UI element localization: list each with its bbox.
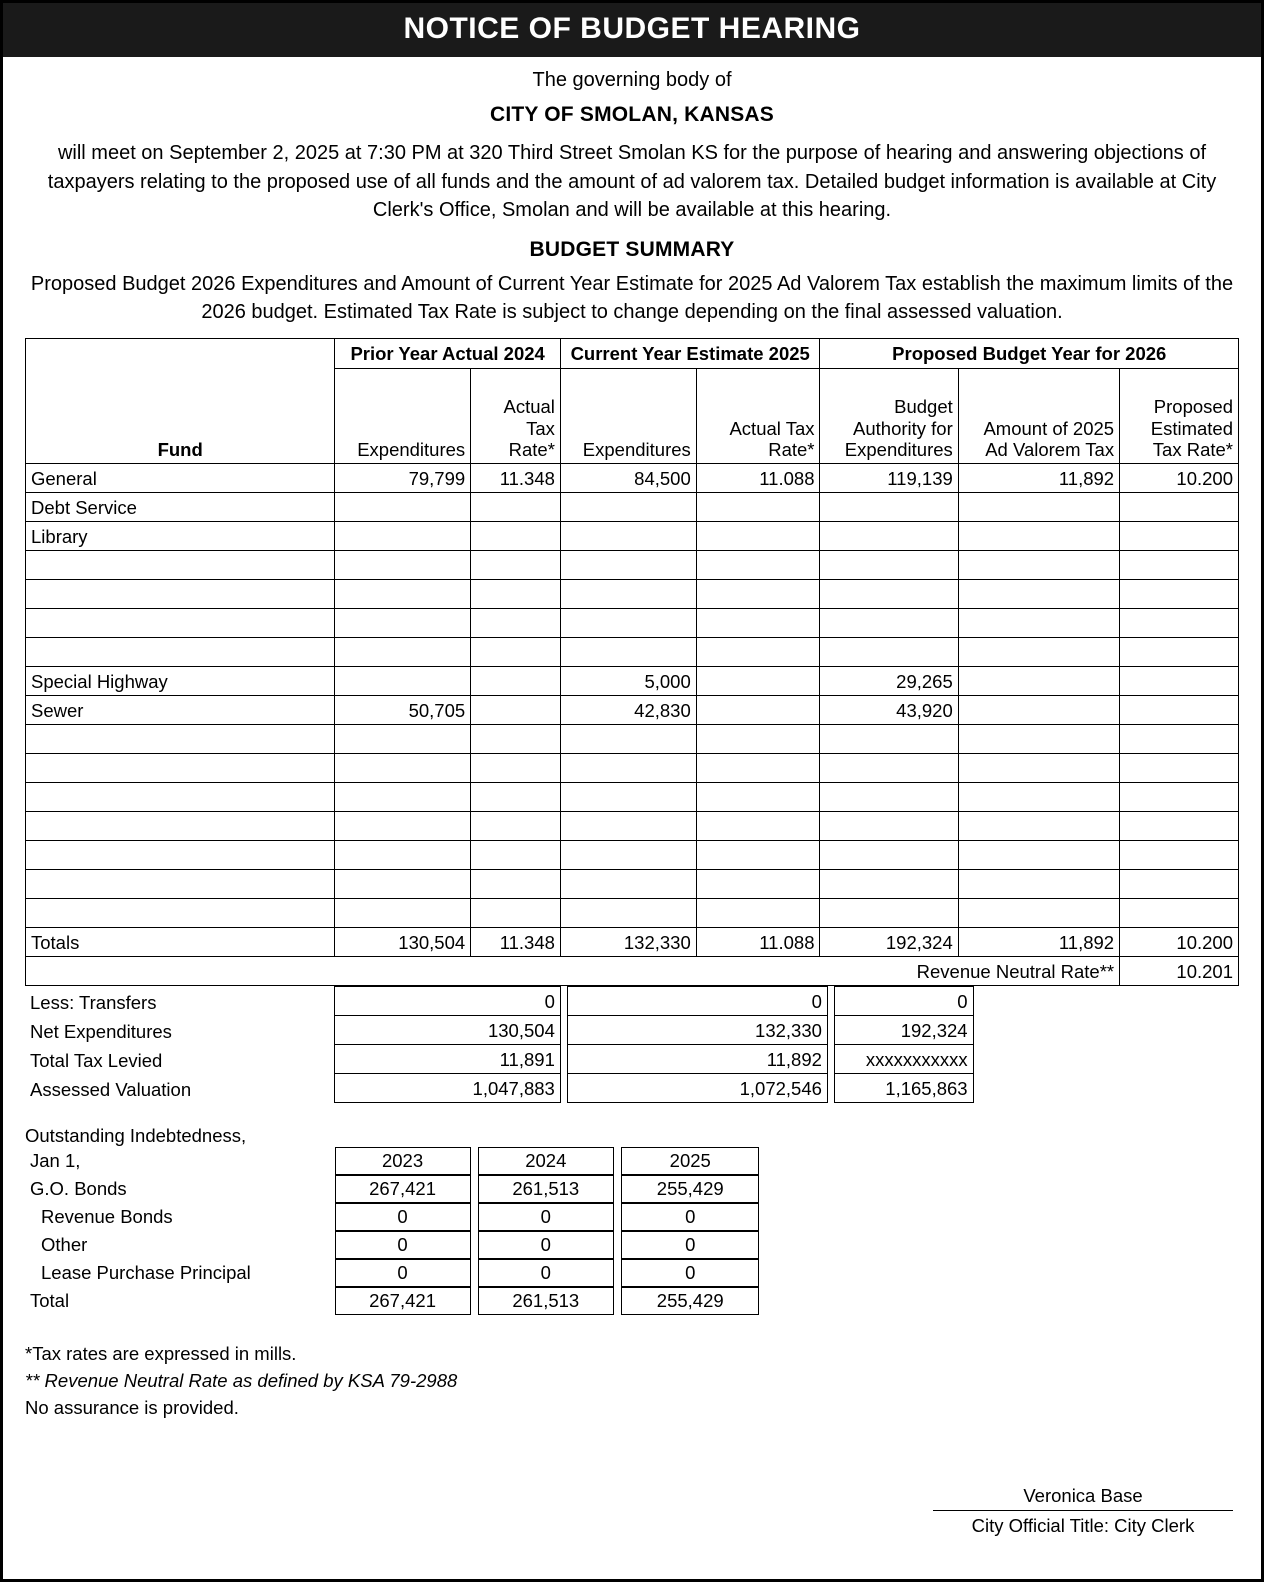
fund-name bbox=[26, 609, 335, 638]
spacer bbox=[827, 987, 834, 1016]
current-tax-rate bbox=[696, 870, 820, 899]
spacer bbox=[827, 1016, 834, 1045]
prior-expenditures bbox=[335, 551, 471, 580]
summary-prior-value: 1,047,883 bbox=[335, 1074, 561, 1103]
table-row bbox=[26, 899, 1239, 928]
amount-ad-valorem bbox=[958, 667, 1119, 696]
amount-ad-valorem bbox=[958, 870, 1119, 899]
spacer bbox=[759, 1287, 1239, 1315]
table-group-header-row bbox=[26, 339, 1239, 369]
spacer bbox=[471, 1203, 478, 1231]
col-header-current-tax-rate: Actual Tax Rate* bbox=[696, 369, 820, 464]
current-tax-rate bbox=[696, 754, 820, 783]
prior-tax-rate bbox=[471, 696, 561, 725]
amount-ad-valorem bbox=[958, 841, 1119, 870]
revenue-neutral-rate-label: Revenue Neutral Rate** bbox=[26, 957, 1120, 986]
spacer bbox=[614, 1147, 621, 1175]
current-tax-rate: 11.088 bbox=[696, 464, 820, 493]
current-expenditures bbox=[560, 522, 696, 551]
budget-authority bbox=[820, 754, 958, 783]
budget-authority: 43,920 bbox=[820, 696, 958, 725]
summary-proposed-value: 0 bbox=[835, 987, 973, 1016]
current-tax-rate bbox=[696, 580, 820, 609]
fund-name bbox=[26, 870, 335, 899]
spacer bbox=[471, 1231, 478, 1259]
indebtedness-value-2024: 261,513 bbox=[478, 1287, 614, 1315]
current-tax-rate bbox=[696, 899, 820, 928]
table-row bbox=[26, 725, 1239, 754]
summary-label: Assessed Valuation bbox=[30, 1078, 192, 1100]
current-tax-rate bbox=[696, 667, 820, 696]
amount-ad-valorem bbox=[958, 522, 1119, 551]
fund-name: Library bbox=[26, 522, 335, 551]
fund-name: Debt Service bbox=[26, 493, 335, 522]
proposed-tax-rate bbox=[1120, 725, 1239, 754]
indebtedness-year-2025: 2025 bbox=[621, 1147, 759, 1175]
signature-block bbox=[933, 1485, 1233, 1537]
indebtedness-label: G.O. Bonds bbox=[30, 1178, 127, 1200]
spacer bbox=[560, 1045, 567, 1074]
prior-tax-rate bbox=[471, 783, 561, 812]
table-row bbox=[26, 522, 1239, 551]
prior-tax-rate bbox=[471, 754, 561, 783]
indebtedness-value-2023: 0 bbox=[335, 1259, 471, 1287]
document-body bbox=[3, 67, 1261, 1422]
fund-name: Sewer bbox=[26, 696, 335, 725]
amount-ad-valorem bbox=[958, 783, 1119, 812]
amount-ad-valorem bbox=[958, 899, 1119, 928]
table-row bbox=[26, 667, 1239, 696]
current-expenditures bbox=[560, 638, 696, 667]
indebtedness-value-2023: 0 bbox=[335, 1231, 471, 1259]
spacer bbox=[759, 1175, 1239, 1203]
prior-tax-rate bbox=[471, 551, 561, 580]
prior-expenditures bbox=[335, 580, 471, 609]
summary-row-net-expenditures bbox=[25, 1016, 1239, 1045]
footnotes bbox=[25, 1341, 1239, 1421]
amount-ad-valorem bbox=[958, 493, 1119, 522]
revenue-neutral-rate-row bbox=[26, 957, 1239, 986]
proposed-tax-rate bbox=[1120, 580, 1239, 609]
fund-name bbox=[26, 551, 335, 580]
budget-summary-note: Proposed Budget 2026 Expenditures and Amount of Current Year Estimate for 2025 Ad Valorem Tax establish the maximum limits of the 2026 budget. Estimated Tax Rate is subject to change depending on the final assessed valuation. bbox=[30, 273, 1234, 324]
budget-authority bbox=[820, 725, 958, 754]
current-tax-rate bbox=[696, 638, 820, 667]
proposed-tax-rate: 10.200 bbox=[1120, 464, 1239, 493]
proposed-tax-rate bbox=[1120, 493, 1239, 522]
summary-proposed-value: 1,165,863 bbox=[835, 1074, 973, 1103]
indebtedness-row-lease-purchase bbox=[25, 1259, 1239, 1287]
table-row bbox=[26, 638, 1239, 667]
current-expenditures: 84,500 bbox=[560, 464, 696, 493]
indebtedness-value-2024: 0 bbox=[478, 1259, 614, 1287]
indebtedness-row-other bbox=[25, 1231, 1239, 1259]
totals-prior-expenditures: 130,504 bbox=[335, 928, 471, 957]
prior-tax-rate bbox=[471, 899, 561, 928]
summary-label: Total Tax Levied bbox=[30, 1049, 163, 1071]
official-title: City Official Title: City Clerk bbox=[933, 1510, 1233, 1537]
footnote-tax-rates: *Tax rates are expressed in mills. bbox=[25, 1343, 297, 1365]
table-row bbox=[26, 493, 1239, 522]
fund-name bbox=[26, 841, 335, 870]
proposed-tax-rate bbox=[1120, 754, 1239, 783]
prior-expenditures: 79,799 bbox=[335, 464, 471, 493]
spacer bbox=[973, 1074, 1239, 1103]
prior-tax-rate bbox=[471, 493, 561, 522]
col-header-prior-expenditures: Expenditures bbox=[335, 369, 471, 464]
summary-current-value: 0 bbox=[568, 987, 828, 1016]
indebtedness-value-2025: 255,429 bbox=[621, 1287, 759, 1315]
budget-authority bbox=[820, 609, 958, 638]
budget-authority bbox=[820, 841, 958, 870]
prior-expenditures bbox=[335, 812, 471, 841]
fund-name bbox=[26, 638, 335, 667]
page-title: NOTICE OF BUDGET HEARING bbox=[3, 3, 1261, 57]
amount-ad-valorem: 11,892 bbox=[958, 464, 1119, 493]
prior-tax-rate bbox=[471, 609, 561, 638]
budget-summary-heading: BUDGET SUMMARY bbox=[529, 238, 735, 262]
proposed-tax-rate bbox=[1120, 870, 1239, 899]
col-header-current-expenditures: Expenditures bbox=[560, 369, 696, 464]
spacer bbox=[560, 1016, 567, 1045]
amount-ad-valorem bbox=[958, 725, 1119, 754]
revenue-neutral-rate-value: 10.201 bbox=[1120, 957, 1239, 986]
spacer bbox=[973, 1016, 1239, 1045]
fund-header-label: Fund bbox=[157, 439, 203, 461]
prior-tax-rate bbox=[471, 638, 561, 667]
meeting-notice-text: will meet on September 2, 2025 at 7:30 PM at 320 Third Street Smolan KS for the purpose of hearing and answering objections of taxpayers relating to the proposed use of all funds and the amount of ad valorem tax. Detailed budget information is available at City Clerk's Office, Smolan and will be available at this hearing. bbox=[47, 142, 1217, 221]
indebtedness-row-revenue-bonds bbox=[25, 1203, 1239, 1231]
budget-authority: 119,139 bbox=[820, 464, 958, 493]
group-header-proposed: Proposed Budget Year for 2026 bbox=[820, 339, 1239, 369]
budget-authority bbox=[820, 522, 958, 551]
spacer bbox=[973, 1045, 1239, 1074]
current-tax-rate bbox=[696, 522, 820, 551]
prior-expenditures bbox=[335, 638, 471, 667]
col-header-proposed-tax-rate: Proposed Estimated Tax Rate* bbox=[1120, 369, 1239, 464]
budget-authority bbox=[820, 638, 958, 667]
table-row bbox=[26, 841, 1239, 870]
indebtedness-value-2023: 267,421 bbox=[335, 1175, 471, 1203]
amount-ad-valorem bbox=[958, 754, 1119, 783]
indebtedness-value-2025: 0 bbox=[621, 1231, 759, 1259]
budget-authority bbox=[820, 551, 958, 580]
indebtedness-value-2024: 261,513 bbox=[478, 1175, 614, 1203]
budget-authority bbox=[820, 870, 958, 899]
indebtedness-label: Revenue Bonds bbox=[41, 1206, 173, 1228]
spacer bbox=[759, 1203, 1239, 1231]
current-tax-rate bbox=[696, 725, 820, 754]
summary-row-less-transfers bbox=[25, 987, 1239, 1016]
current-expenditures bbox=[560, 812, 696, 841]
summary-row-total-tax-levied bbox=[25, 1045, 1239, 1074]
proposed-tax-rate bbox=[1120, 841, 1239, 870]
totals-prior-tax-rate: 11.348 bbox=[471, 928, 561, 957]
spacer bbox=[827, 1074, 834, 1103]
spacer bbox=[471, 1259, 478, 1287]
proposed-tax-rate bbox=[1120, 522, 1239, 551]
summary-proposed-value: xxxxxxxxxxx bbox=[835, 1045, 973, 1074]
totals-proposed-tax-rate: 10.200 bbox=[1120, 928, 1239, 957]
indebtedness-year-2024: 2024 bbox=[478, 1147, 614, 1175]
totals-current-expenditures: 132,330 bbox=[560, 928, 696, 957]
current-expenditures bbox=[560, 783, 696, 812]
current-expenditures bbox=[560, 870, 696, 899]
fund-name bbox=[26, 754, 335, 783]
proposed-tax-rate bbox=[1120, 551, 1239, 580]
spacer bbox=[614, 1259, 621, 1287]
budget-summary-table bbox=[25, 338, 1239, 986]
current-expenditures bbox=[560, 609, 696, 638]
official-name: Veronica Base bbox=[1023, 1485, 1143, 1506]
spacer bbox=[614, 1175, 621, 1203]
budget-authority bbox=[820, 899, 958, 928]
proposed-tax-rate bbox=[1120, 783, 1239, 812]
outstanding-indebtedness-title: Outstanding Indebtedness, bbox=[25, 1125, 247, 1147]
budget-authority bbox=[820, 580, 958, 609]
totals-amount-ad-valorem: 11,892 bbox=[958, 928, 1119, 957]
summary-prior-value: 0 bbox=[335, 987, 561, 1016]
current-tax-rate bbox=[696, 493, 820, 522]
proposed-tax-rate bbox=[1120, 609, 1239, 638]
table-row bbox=[26, 870, 1239, 899]
indebtedness-label: Total bbox=[30, 1290, 70, 1312]
indebtedness-value-2025: 255,429 bbox=[621, 1175, 759, 1203]
current-expenditures: 5,000 bbox=[560, 667, 696, 696]
current-expenditures: 42,830 bbox=[560, 696, 696, 725]
footnote-revenue-neutral-rate: ** Revenue Neutral Rate as defined by KSA 79-2988 bbox=[25, 1370, 458, 1392]
outstanding-indebtedness-table bbox=[25, 1147, 1239, 1315]
table-row bbox=[26, 464, 1239, 493]
summary-row-assessed-valuation bbox=[25, 1074, 1239, 1103]
amount-ad-valorem bbox=[958, 580, 1119, 609]
current-expenditures bbox=[560, 725, 696, 754]
col-header-prior-tax-rate: Actual Tax Rate* bbox=[471, 369, 561, 464]
proposed-tax-rate bbox=[1120, 667, 1239, 696]
table-row bbox=[26, 696, 1239, 725]
fund-name: Special Highway bbox=[26, 667, 335, 696]
prior-expenditures: 50,705 bbox=[335, 696, 471, 725]
current-tax-rate bbox=[696, 812, 820, 841]
indebtedness-value-2025: 0 bbox=[621, 1259, 759, 1287]
current-expenditures bbox=[560, 551, 696, 580]
prior-tax-rate bbox=[471, 725, 561, 754]
spacer bbox=[973, 987, 1239, 1016]
current-expenditures bbox=[560, 493, 696, 522]
spacer bbox=[560, 1074, 567, 1103]
prior-expenditures bbox=[335, 754, 471, 783]
amount-ad-valorem bbox=[958, 696, 1119, 725]
fund-name bbox=[26, 580, 335, 609]
indebtedness-label: Other bbox=[41, 1234, 88, 1256]
spacer bbox=[471, 1287, 478, 1315]
footnote-no-assurance: No assurance is provided. bbox=[25, 1396, 239, 1418]
table-row bbox=[26, 609, 1239, 638]
summary-current-value: 11,892 bbox=[568, 1045, 828, 1074]
spacer bbox=[827, 1045, 834, 1074]
current-tax-rate bbox=[696, 551, 820, 580]
group-header-prior-year: Prior Year Actual 2024 bbox=[335, 339, 561, 369]
indebtedness-row-total bbox=[25, 1287, 1239, 1315]
summary-label: Net Expenditures bbox=[30, 1020, 172, 1042]
prior-expenditures bbox=[335, 493, 471, 522]
amount-ad-valorem bbox=[958, 609, 1119, 638]
prior-expenditures bbox=[335, 899, 471, 928]
totals-budget-authority: 192,324 bbox=[820, 928, 958, 957]
proposed-tax-rate bbox=[1120, 696, 1239, 725]
summary-current-value: 1,072,546 bbox=[568, 1074, 828, 1103]
table-row bbox=[26, 812, 1239, 841]
current-tax-rate bbox=[696, 696, 820, 725]
spacer bbox=[614, 1203, 621, 1231]
totals-current-tax-rate: 11.088 bbox=[696, 928, 820, 957]
indebtedness-year-2023: 2023 bbox=[335, 1147, 471, 1175]
prior-expenditures bbox=[335, 841, 471, 870]
table-row bbox=[26, 754, 1239, 783]
spacer bbox=[759, 1259, 1239, 1287]
table-row bbox=[26, 783, 1239, 812]
current-expenditures bbox=[560, 754, 696, 783]
prior-expenditures bbox=[335, 667, 471, 696]
summary-prior-value: 130,504 bbox=[335, 1016, 561, 1045]
budget-authority bbox=[820, 493, 958, 522]
spacer bbox=[471, 1147, 478, 1175]
current-expenditures bbox=[560, 899, 696, 928]
proposed-tax-rate bbox=[1120, 638, 1239, 667]
amount-ad-valorem bbox=[958, 812, 1119, 841]
spacer bbox=[759, 1147, 1239, 1175]
summary-current-value: 132,330 bbox=[568, 1016, 828, 1045]
prior-expenditures bbox=[335, 870, 471, 899]
amount-ad-valorem bbox=[958, 551, 1119, 580]
table-row bbox=[26, 551, 1239, 580]
spacer bbox=[759, 1231, 1239, 1259]
col-header-amount-ad-valorem: Amount of 2025 Ad Valorem Tax bbox=[958, 369, 1119, 464]
budget-authority bbox=[820, 783, 958, 812]
prior-expenditures bbox=[335, 522, 471, 551]
summary-prior-value: 11,891 bbox=[335, 1045, 561, 1074]
prior-tax-rate bbox=[471, 841, 561, 870]
indebtedness-label: Lease Purchase Principal bbox=[41, 1262, 251, 1284]
spacer bbox=[614, 1287, 621, 1315]
fund-name bbox=[26, 725, 335, 754]
fund-name: General bbox=[26, 464, 335, 493]
spacer bbox=[471, 1175, 478, 1203]
proposed-tax-rate bbox=[1120, 899, 1239, 928]
prior-tax-rate bbox=[471, 870, 561, 899]
indebtedness-value-2023: 0 bbox=[335, 1203, 471, 1231]
summary-totals-table bbox=[25, 986, 1239, 1103]
entity-name: CITY OF SMOLAN, KANSAS bbox=[489, 103, 775, 127]
budget-authority bbox=[820, 812, 958, 841]
indebtedness-row-go-bonds bbox=[25, 1175, 1239, 1203]
prior-tax-rate bbox=[471, 522, 561, 551]
current-expenditures bbox=[560, 841, 696, 870]
governing-body-line: The governing body of bbox=[532, 69, 732, 91]
indebtedness-year-row bbox=[25, 1147, 1239, 1175]
prior-tax-rate bbox=[471, 667, 561, 696]
table-row bbox=[26, 580, 1239, 609]
totals-label: Totals bbox=[26, 928, 335, 957]
prior-tax-rate bbox=[471, 580, 561, 609]
group-header-current-year: Current Year Estimate 2025 bbox=[560, 339, 820, 369]
prior-tax-rate: 11.348 bbox=[471, 464, 561, 493]
prior-expenditures bbox=[335, 783, 471, 812]
indebtedness-value-2024: 0 bbox=[478, 1203, 614, 1231]
fund-header-cell bbox=[26, 339, 335, 464]
prior-expenditures bbox=[335, 609, 471, 638]
col-header-budget-authority: Budget Authority for Expenditures bbox=[820, 369, 958, 464]
prior-tax-rate bbox=[471, 812, 561, 841]
budget-authority: 29,265 bbox=[820, 667, 958, 696]
amount-ad-valorem bbox=[958, 638, 1119, 667]
current-tax-rate bbox=[696, 783, 820, 812]
summary-proposed-value: 192,324 bbox=[835, 1016, 973, 1045]
spacer bbox=[560, 987, 567, 1016]
current-tax-rate bbox=[696, 609, 820, 638]
jan1-label: Jan 1, bbox=[30, 1150, 81, 1172]
proposed-tax-rate bbox=[1120, 812, 1239, 841]
current-tax-rate bbox=[696, 841, 820, 870]
indebtedness-value-2025: 0 bbox=[621, 1203, 759, 1231]
indebtedness-value-2023: 267,421 bbox=[335, 1287, 471, 1315]
summary-label: Less: Transfers bbox=[30, 991, 157, 1013]
fund-name bbox=[26, 899, 335, 928]
indebtedness-value-2024: 0 bbox=[478, 1231, 614, 1259]
table-totals-row bbox=[26, 928, 1239, 957]
fund-name bbox=[26, 812, 335, 841]
current-expenditures bbox=[560, 580, 696, 609]
fund-name bbox=[26, 783, 335, 812]
spacer bbox=[614, 1231, 621, 1259]
prior-expenditures bbox=[335, 725, 471, 754]
